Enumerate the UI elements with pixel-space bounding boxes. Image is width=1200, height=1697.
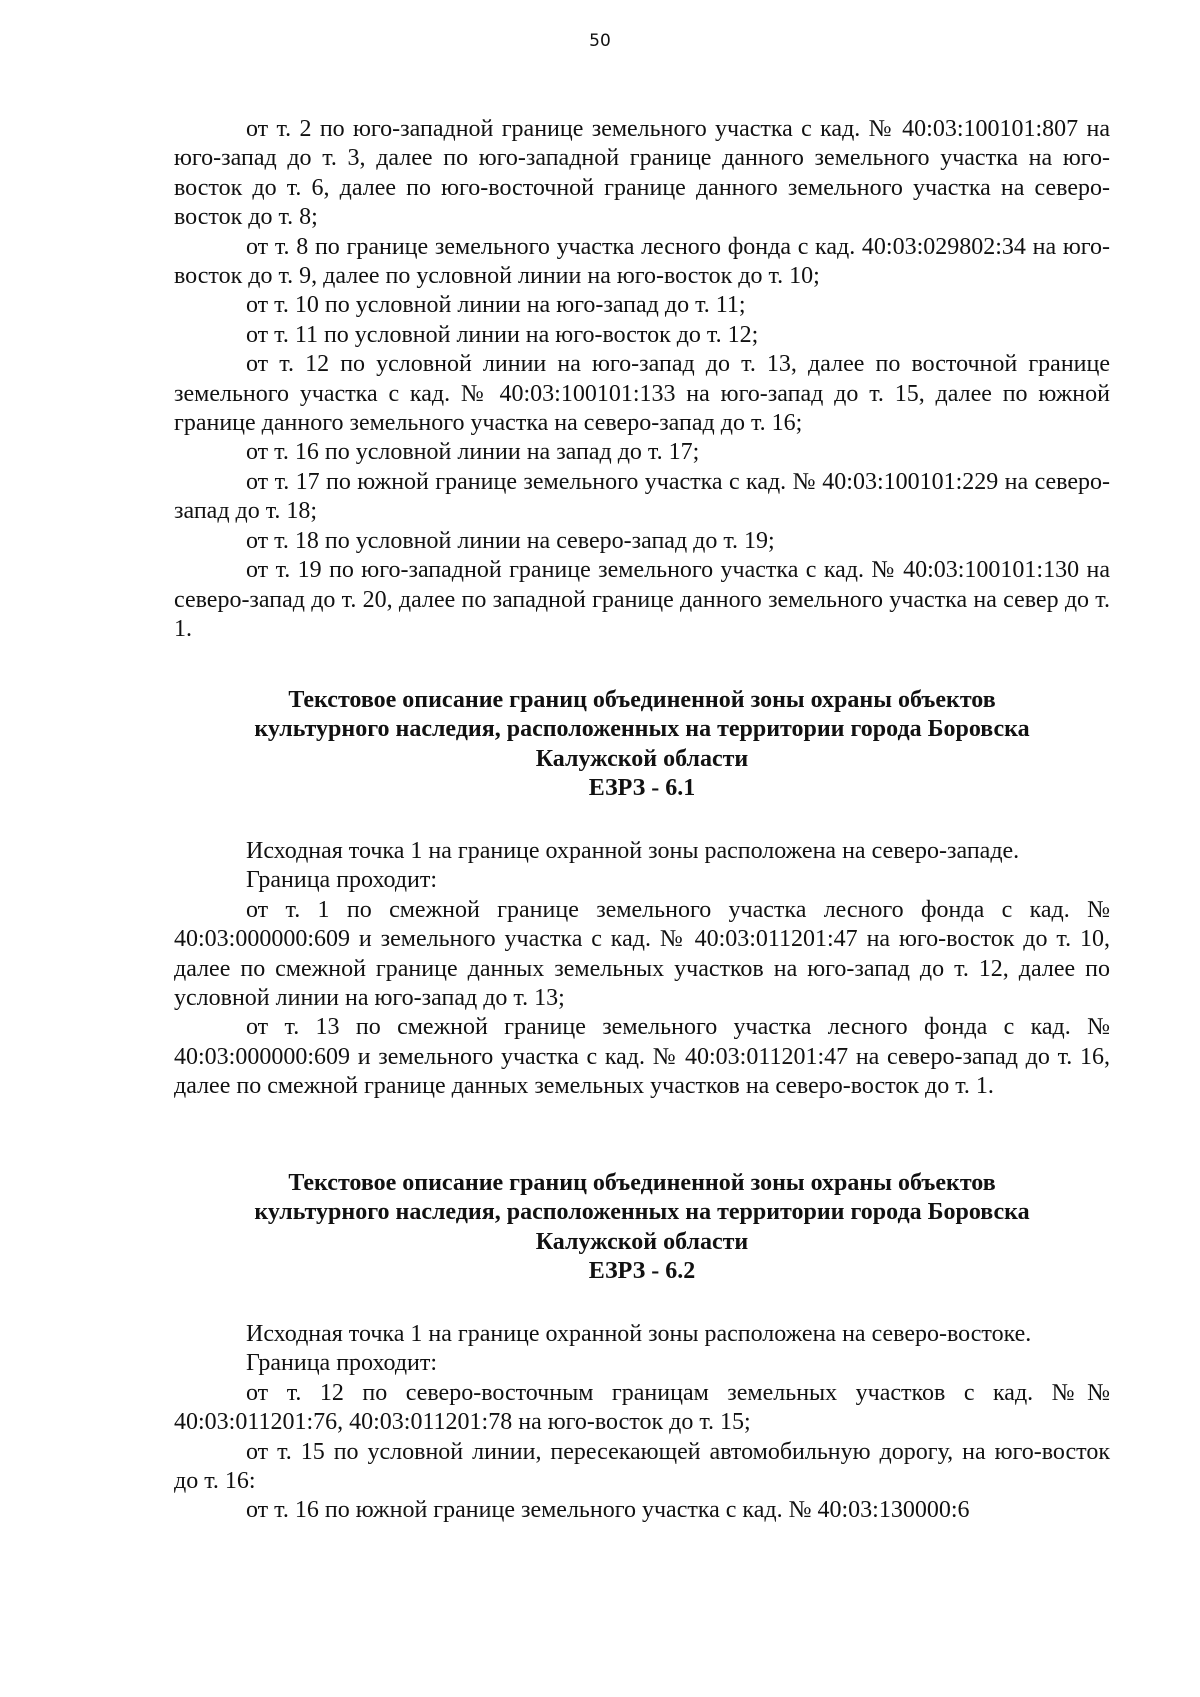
paragraph: от т. 17 по южной границе земельного участка с кад. № 40:03:100101:229 на северо-запад до т. 18; [174, 468, 1110, 525]
paragraph: от т. 11 по условной линии на юго-восток до т. 12; [246, 321, 759, 348]
paragraph: Граница проходит: [246, 867, 438, 894]
section-heading-ezrz-6-1 [174, 686, 1110, 804]
heading-zone-code: ЕЗРЗ - 6.1 [588, 775, 696, 802]
page-number: 50 [589, 31, 611, 51]
heading-line: культурного наследия, расположенных на территории города Боровска [254, 716, 1030, 743]
paragraph: от т. 12 по условной линии на юго-запад до т. 13, далее по восточной границе земельного участка с кад. № 40:03:100101:133 на юго-запад до т. 15, далее по южной границе данного земельного участка на северо-запад до т. 16; [174, 351, 1110, 437]
paragraph: от т. 16 по южной границе земельного участка с кад. № 40:03:130000:6 [246, 1497, 970, 1524]
paragraph: от т. 12 по северо-восточным границам земельных участков с кад. №№ 40:03:011201:76, 40:03:011201:78 на юго-восток до т. 15; [174, 1379, 1110, 1436]
heading-line: Калужской области [535, 745, 749, 772]
paragraph: от т. 18 по условной линии на северо-запад до т. 19; [246, 527, 775, 554]
boundary-description-continued [174, 115, 1110, 644]
paragraph: от т. 2 по юго-западной границе земельного участка с кад. № 40:03:100101:807 на юго-запад до т. 3, далее по юго-западной границе данного земельного участка на юго-восток до т. 6, далее по юго-восточной границе данного земельного участка на северо-восток до т. 8; [174, 116, 1110, 231]
paragraph: Исходная точка 1 на границе охранной зоны расположена на северо-западе. [246, 838, 1020, 864]
paragraph: от т. 10 по условной линии на юго-запад до т. 11; [246, 292, 746, 319]
boundary-description-ezrz-6-2 [174, 1320, 1110, 1526]
heading-line: Калужской области [535, 1228, 749, 1255]
paragraph: от т. 16 по условной линии на запад до т. 17; [246, 439, 700, 466]
paragraph: от т. 19 по юго-западной границе земельного участка с кад. № 40:03:100101:130 на северо-запад до т. 20, далее по западной границе данного земельного участка на север до т. 1. [174, 557, 1110, 642]
section-heading-ezrz-6-2 [174, 1169, 1110, 1287]
paragraph: от т. 13 по смежной границе земельного участка лесного фонда с кад. № 40:03:000000:609 и земельного участка с кад. № 40:03:011201:47 на северо-запад до т. 16, далее по смежной границе данных земельных участков на северо-восток до т. 1. [174, 1014, 1110, 1100]
boundary-description-ezrz-6-1 [174, 837, 1110, 1102]
paragraph: от т. 8 по границе земельного участка лесного фонда с кад. 40:03:029802:34 на юго-восток до т. 9, далее по условной линии на юго-восток до т. 10; [174, 233, 1110, 290]
paragraph: от т. 15 по условной линии, пересекающей автомобильную дорогу, на юго-восток до т. 16: [174, 1438, 1110, 1495]
paragraph: Граница проходит: [246, 1350, 438, 1377]
heading-line: Текстовое описание границ объединенной зоны охраны объектов [288, 687, 996, 713]
paragraph: от т. 1 по смежной границе земельного участка лесного фонда с кад. № 40:03:000000:609 и земельного участка с кад. № 40:03:011201:47 на юго-восток до т. 10, далее по смежной границе данных земельных участков на юго-запад до т. 12, далее по условной линии на юго-запад до т. 13; [174, 896, 1110, 1012]
paragraph: Исходная точка 1 на границе охранной зоны расположена на северо-востоке. [246, 1321, 1032, 1347]
heading-line: Текстовое описание границ объединенной зоны охраны объектов [288, 1170, 996, 1196]
heading-line: культурного наследия, расположенных на территории города Боровска [254, 1199, 1030, 1226]
heading-zone-code: ЕЗРЗ - 6.2 [588, 1258, 696, 1285]
